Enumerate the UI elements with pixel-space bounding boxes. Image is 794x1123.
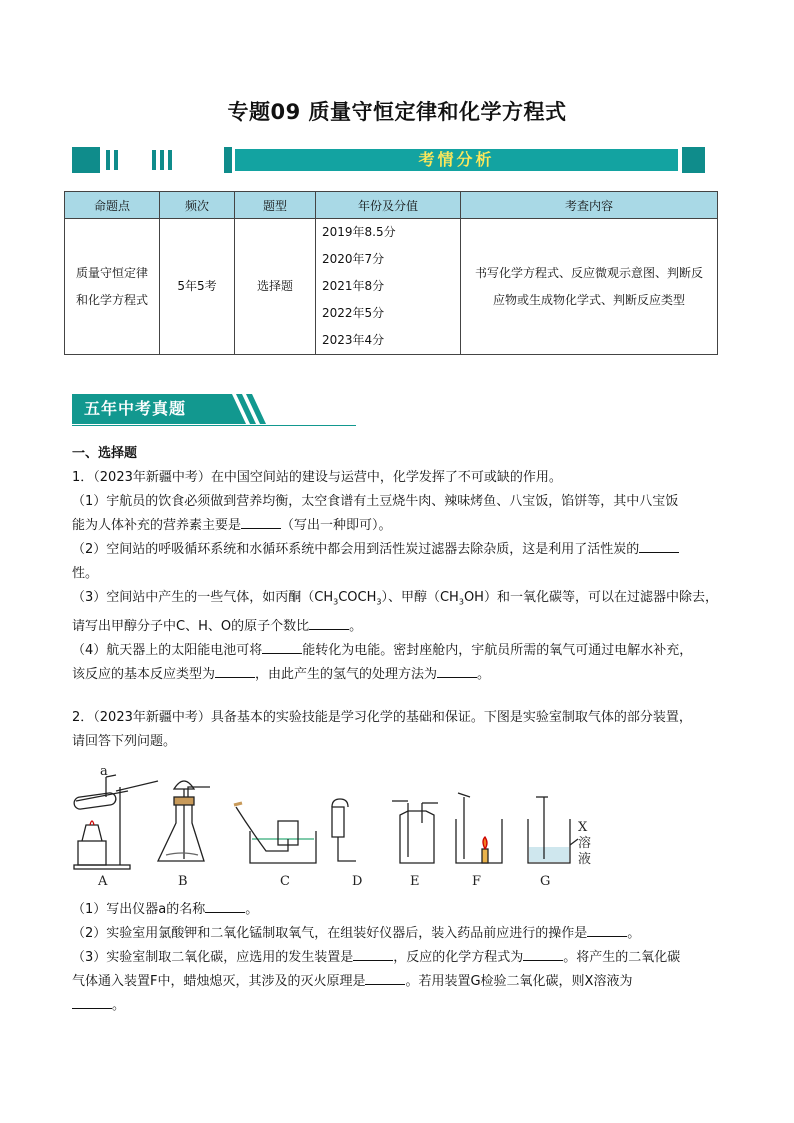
year-item: 2019年8.5分 bbox=[322, 225, 396, 239]
answer-blank[interactable] bbox=[72, 994, 112, 1009]
q1-part2-line2: 性。 bbox=[72, 566, 99, 581]
question-2-parts bbox=[72, 898, 724, 1018]
year-item: 2023年4分 bbox=[322, 333, 385, 347]
answer-blank[interactable] bbox=[309, 615, 349, 630]
answer-blank[interactable] bbox=[353, 946, 393, 961]
q1-stem: 1．（2023年新疆中考）在中国空间站的建设与运营中，化学发挥了不可或缺的作用。 bbox=[72, 470, 562, 485]
answer-blank[interactable] bbox=[241, 514, 281, 529]
cell-type: 选择题 bbox=[235, 219, 316, 355]
cell-frequency: 5年5考 bbox=[160, 219, 235, 355]
apparatus-label: D bbox=[352, 874, 363, 889]
answer-blank[interactable] bbox=[437, 663, 477, 678]
apparatus-label: A bbox=[98, 874, 108, 889]
banner-label: 考情分析 bbox=[235, 149, 678, 171]
q1-part3-line2: 请写出甲醇分子中C、H、O的原子个数比 。 bbox=[72, 615, 724, 639]
answer-blank[interactable] bbox=[523, 946, 563, 961]
label-solution-1: 溶 bbox=[578, 836, 592, 851]
label-solution-2: 液 bbox=[578, 852, 592, 867]
page-title: 专题09 质量守恒定律和化学方程式 bbox=[227, 100, 567, 124]
q1-part4-line1: （4）航天器上的太阳能电池可将 能转化为电能。密封座舱内，宇航员所需的氧气可通过电解水补充， bbox=[72, 639, 724, 663]
apparatus-label: F bbox=[472, 874, 482, 889]
table-header-row bbox=[65, 192, 718, 219]
answer-blank[interactable] bbox=[365, 970, 405, 985]
analysis-banner bbox=[72, 147, 705, 173]
q2-part3-line3: 。 bbox=[72, 994, 724, 1018]
year-item: 2022年5分 bbox=[322, 306, 385, 320]
q2-part2: （2）实验室用氯酸钾和二氧化锰制取氧气，在组装好仪器后，装入药品前应进行的操作是 。 bbox=[72, 922, 724, 946]
answer-blank[interactable] bbox=[639, 538, 679, 553]
header-years: 年份及分值 bbox=[316, 192, 461, 219]
q2-part3-line1: （3）实验室制取二氧化碳，应选用的发生装置是 ，反应的化学方程式为 。将产生的二氧化碳 bbox=[72, 946, 724, 970]
apparatus-a bbox=[73, 775, 158, 869]
section-header bbox=[72, 394, 356, 428]
q1-part4-line2: 该反应的基本反应类型为 ，由此产生的氢气的处理方法为 。 bbox=[72, 663, 724, 687]
answer-blank[interactable] bbox=[215, 663, 255, 678]
header-topic: 命题点 bbox=[65, 192, 160, 219]
table-row bbox=[65, 219, 718, 355]
apparatus-label: E bbox=[410, 874, 420, 889]
apparatus-f bbox=[456, 793, 502, 863]
question-1 bbox=[72, 466, 724, 687]
apparatus-diagram bbox=[70, 767, 610, 893]
year-item: 2021年8分 bbox=[322, 279, 385, 293]
answer-blank[interactable] bbox=[587, 922, 627, 937]
q2-part1: （1）写出仪器a的名称 。 bbox=[72, 898, 724, 922]
header-frequency: 频次 bbox=[160, 192, 235, 219]
question-2-stem: 2．（2023年新疆中考）具备基本的实验技能是学习化学的基础和保证。下图是实验室制取气体的部分装置， 请回答下列问题。 bbox=[72, 710, 692, 749]
label-x: X bbox=[578, 820, 588, 835]
apparatus-e bbox=[392, 801, 438, 863]
q1-part1-line1: （1）宇航员的饮食必须做到营养均衡，太空食谱有土豆烧牛肉、辣味烤鱼、八宝饭，馅饼等，其中八宝饭 bbox=[72, 494, 679, 509]
apparatus-label: G bbox=[540, 874, 551, 889]
subsection-title: 一、选择题 bbox=[72, 446, 138, 461]
apparatus-label: B bbox=[178, 874, 188, 889]
year-item: 2020年7分 bbox=[322, 252, 385, 266]
q1-part3-line1: （3）空间站中产生的一些气体，如丙酮$(CH_3COCH_3)$、甲醇$(CH_3OH)$和一氧化碳等，可以在过滤器中除去， bbox=[72, 590, 718, 607]
cell-content: 书写化学方程式、反应微观示意图、判断反应物或生成物化学式、判断反应类型 bbox=[461, 219, 718, 355]
q1-part1-line2: 能为人体补充的营养素主要是 （写出一种即可）。 bbox=[72, 514, 724, 538]
label-a: a bbox=[100, 767, 108, 779]
cell-years bbox=[316, 219, 461, 355]
apparatus-c bbox=[234, 803, 316, 863]
answer-blank[interactable] bbox=[262, 639, 302, 654]
analysis-table bbox=[64, 191, 718, 355]
cell-topic: 质量守恒定律和化学方程式 bbox=[65, 219, 160, 355]
apparatus-label: C bbox=[280, 874, 290, 889]
header-type: 题型 bbox=[235, 192, 316, 219]
apparatus-d bbox=[332, 799, 356, 861]
answer-blank[interactable] bbox=[205, 898, 245, 913]
header-content: 考查内容 bbox=[461, 192, 718, 219]
apparatus-b bbox=[158, 781, 210, 861]
q2-part3-line2: 气体通入装置F中，蜡烛熄灭，其涉及的灭火原理是 。若用装置G检验二氧化碳，则X溶液为 bbox=[72, 970, 724, 994]
q1-part2-line1: （2）空间站的呼吸循环系统和水循环系统中都会用到活性炭过滤器去除杂质，这是利用了活性炭的 bbox=[72, 538, 724, 562]
apparatus-g bbox=[528, 797, 578, 863]
section-label: 五年中考真题 bbox=[84, 399, 187, 418]
